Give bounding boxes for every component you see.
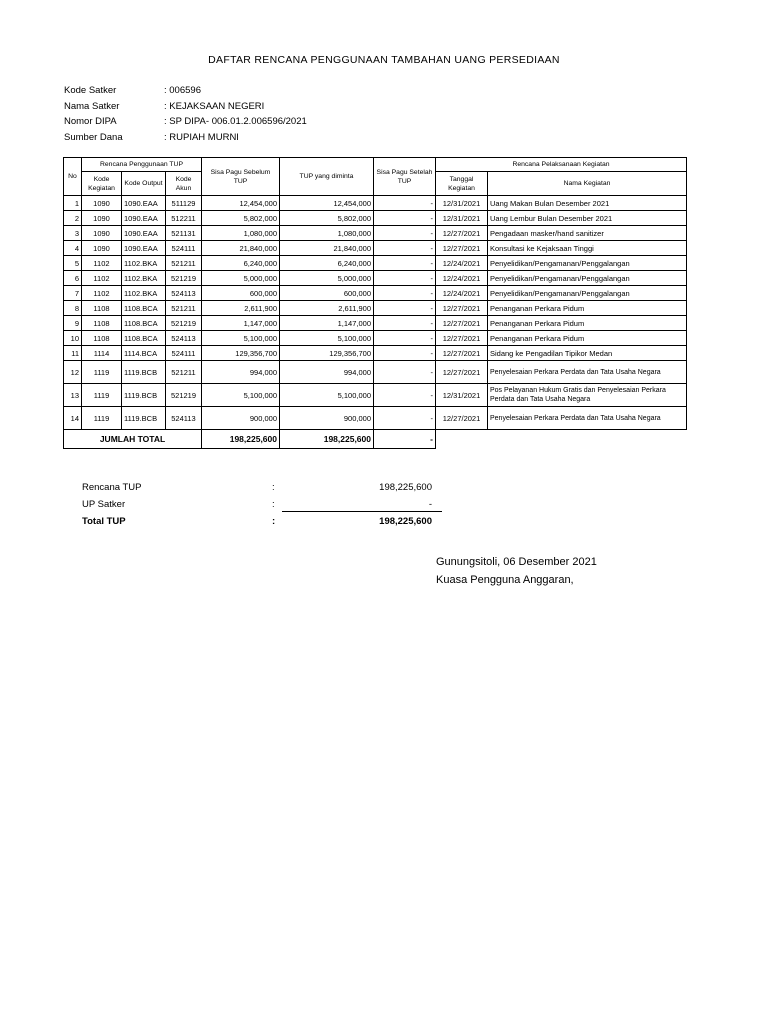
table-row bbox=[64, 301, 687, 316]
sisa-pagu-setelah: - bbox=[374, 271, 436, 286]
table-row bbox=[64, 286, 687, 301]
tup-diminta: 5,100,000 bbox=[280, 384, 374, 407]
kode-akun: 521219 bbox=[166, 316, 202, 331]
summary-up-satker bbox=[82, 497, 442, 514]
summary-block bbox=[82, 480, 442, 531]
summary-rencana-tup bbox=[82, 480, 442, 497]
document-title: DAFTAR RENCANA PENGGUNAAN TAMBAHAN UANG PERSEDIAAN bbox=[208, 54, 560, 66]
header-kode-kegiatan: Kode Kegiatan bbox=[82, 172, 122, 196]
sisa-pagu-setelah: - bbox=[374, 226, 436, 241]
tup-diminta: 6,240,000 bbox=[280, 256, 374, 271]
header-rencana-pelaksanaan: Rencana Pelaksanaan Kegiatan bbox=[436, 158, 687, 172]
nama-kegiatan: Penyelesaian Perkara Perdata dan Tata Usaha Negara bbox=[488, 361, 687, 384]
kode-output: 1102.BKA bbox=[122, 286, 166, 301]
meta-value: : 006596 bbox=[164, 85, 201, 96]
summary-value: - bbox=[428, 499, 432, 510]
header-nama-kegiatan: Nama Kegiatan bbox=[488, 172, 687, 196]
nama-kegiatan: Penyelidikan/Pengamanan/Penggalangan bbox=[488, 286, 687, 301]
sisa-pagu-setelah: - bbox=[374, 211, 436, 226]
kode-kegiatan: 1090 bbox=[82, 241, 122, 256]
kode-kegiatan: 1090 bbox=[82, 226, 122, 241]
table-row bbox=[64, 384, 687, 407]
table-row bbox=[64, 346, 687, 361]
sisa-pagu-sebelum: 994,000 bbox=[202, 361, 280, 384]
tanggal-kegiatan: 12/27/2021 bbox=[436, 346, 488, 361]
tup-diminta: 600,000 bbox=[280, 286, 374, 301]
sisa-pagu-sebelum: 600,000 bbox=[202, 286, 280, 301]
nama-kegiatan: Pos Pelayanan Hukum Gratis dan Penyelesaian Perkara Perdata dan Tata Usaha Negara bbox=[488, 384, 687, 407]
tanggal-kegiatan: 12/31/2021 bbox=[436, 384, 488, 407]
signature-role: Kuasa Pengguna Anggaran, bbox=[436, 574, 574, 586]
summary-underline bbox=[282, 511, 442, 512]
table-row bbox=[64, 331, 687, 346]
table-row bbox=[64, 196, 687, 211]
meta-value: : SP DIPA- 006.01.2.006596/2021 bbox=[164, 116, 307, 127]
kode-kegiatan: 1090 bbox=[82, 211, 122, 226]
tup-diminta: 5,000,000 bbox=[280, 271, 374, 286]
header-kode-akun: Kode Akun bbox=[166, 172, 202, 196]
table-row bbox=[64, 407, 687, 430]
tanggal-kegiatan: 12/24/2021 bbox=[436, 271, 488, 286]
kode-akun: 521211 bbox=[166, 301, 202, 316]
sisa-pagu-setelah: - bbox=[374, 361, 436, 384]
tup-table bbox=[63, 157, 687, 449]
sisa-pagu-setelah: - bbox=[374, 384, 436, 407]
kode-kegiatan: 1102 bbox=[82, 286, 122, 301]
kode-akun: 524113 bbox=[166, 331, 202, 346]
row-no: 14 bbox=[64, 407, 82, 430]
sisa-pagu-setelah: - bbox=[374, 241, 436, 256]
sisa-pagu-setelah: - bbox=[374, 331, 436, 346]
sisa-pagu-sebelum: 5,100,000 bbox=[202, 384, 280, 407]
summary-value: 198,225,600 bbox=[379, 482, 432, 493]
kode-output: 1119.BCB bbox=[122, 407, 166, 430]
header-no: No bbox=[64, 158, 82, 196]
row-no: 11 bbox=[64, 346, 82, 361]
header-sisa-pagu-setelah: Sisa Pagu Setelah TUP bbox=[374, 158, 436, 196]
tanggal-kegiatan: 12/31/2021 bbox=[436, 196, 488, 211]
nama-kegiatan: Penyelidikan/Pengamanan/Penggalangan bbox=[488, 256, 687, 271]
kode-output: 1090.EAA bbox=[122, 226, 166, 241]
header-kode-output: Kode Output bbox=[122, 172, 166, 196]
kode-akun: 521219 bbox=[166, 384, 202, 407]
sisa-pagu-sebelum: 129,356,700 bbox=[202, 346, 280, 361]
tup-diminta: 12,454,000 bbox=[280, 196, 374, 211]
kode-output: 1102.BKA bbox=[122, 256, 166, 271]
row-no: 3 bbox=[64, 226, 82, 241]
summary-total-tup bbox=[82, 514, 442, 531]
total-tup-diminta: 198,225,600 bbox=[280, 430, 374, 449]
nama-kegiatan: Penyelidikan/Pengamanan/Penggalangan bbox=[488, 271, 687, 286]
nama-kegiatan: Uang Lembur Bulan Desember 2021 bbox=[488, 211, 687, 226]
sisa-pagu-sebelum: 2,611,900 bbox=[202, 301, 280, 316]
tup-diminta: 994,000 bbox=[280, 361, 374, 384]
kode-kegiatan: 1102 bbox=[82, 256, 122, 271]
kode-kegiatan: 1108 bbox=[82, 316, 122, 331]
table-row bbox=[64, 316, 687, 331]
signature-place-date: Gunungsitoli, 06 Desember 2021 bbox=[436, 556, 597, 568]
kode-output: 1090.EAA bbox=[122, 211, 166, 226]
kode-akun: 524111 bbox=[166, 346, 202, 361]
header-info bbox=[64, 83, 307, 145]
kode-output: 1119.BCB bbox=[122, 384, 166, 407]
total-sisa-pagu-setelah: - bbox=[374, 430, 436, 449]
kode-akun: 524113 bbox=[166, 286, 202, 301]
tanggal-kegiatan: 12/27/2021 bbox=[436, 241, 488, 256]
nama-kegiatan: Penyelesaian Perkara Perdata dan Tata Usaha Negara bbox=[488, 407, 687, 430]
summary-label: Total TUP bbox=[82, 516, 126, 527]
nama-kegiatan: Konsultasi ke Kejaksaan Tinggi bbox=[488, 241, 687, 256]
kode-output: 1090.EAA bbox=[122, 241, 166, 256]
meta-row-nomor-dipa bbox=[64, 114, 307, 130]
meta-value: : RUPIAH MURNI bbox=[164, 131, 239, 143]
meta-label: Sumber Dana bbox=[64, 131, 123, 143]
sisa-pagu-setelah: - bbox=[374, 301, 436, 316]
sisa-pagu-sebelum: 5,802,000 bbox=[202, 211, 280, 226]
sisa-pagu-sebelum: 900,000 bbox=[202, 407, 280, 430]
tanggal-kegiatan: 12/27/2021 bbox=[436, 331, 488, 346]
tanggal-kegiatan: 12/27/2021 bbox=[436, 316, 488, 331]
total-row bbox=[64, 430, 687, 449]
nama-kegiatan: Pengadaan masker/hand sanitizer bbox=[488, 226, 687, 241]
meta-label: Kode Satker bbox=[64, 85, 117, 96]
kode-kegiatan: 1119 bbox=[82, 407, 122, 430]
kode-kegiatan: 1119 bbox=[82, 361, 122, 384]
summary-value: 198,225,600 bbox=[379, 516, 432, 527]
kode-kegiatan: 1090 bbox=[82, 196, 122, 211]
tup-diminta: 129,356,700 bbox=[280, 346, 374, 361]
sisa-pagu-setelah: - bbox=[374, 196, 436, 211]
row-no: 7 bbox=[64, 286, 82, 301]
row-no: 4 bbox=[64, 241, 82, 256]
signature-block bbox=[436, 553, 597, 589]
meta-label: Nomor DIPA bbox=[64, 116, 117, 127]
tanggal-kegiatan: 12/24/2021 bbox=[436, 286, 488, 301]
nama-kegiatan: Uang Makan Bulan Desember 2021 bbox=[488, 196, 687, 211]
kode-output: 1119.BCB bbox=[122, 361, 166, 384]
kode-output: 1114.BCA bbox=[122, 346, 166, 361]
table-row bbox=[64, 361, 687, 384]
header-tup-diminta: TUP yang diminta bbox=[280, 158, 374, 196]
row-no: 9 bbox=[64, 316, 82, 331]
nama-kegiatan: Penanganan Perkara Pidum bbox=[488, 331, 687, 346]
sisa-pagu-sebelum: 6,240,000 bbox=[202, 256, 280, 271]
sisa-pagu-setelah: - bbox=[374, 316, 436, 331]
tup-diminta: 1,147,000 bbox=[280, 316, 374, 331]
sisa-pagu-sebelum: 12,454,000 bbox=[202, 196, 280, 211]
row-no: 8 bbox=[64, 301, 82, 316]
nama-kegiatan: Penanganan Perkara Pidum bbox=[488, 316, 687, 331]
sisa-pagu-setelah: - bbox=[374, 256, 436, 271]
sisa-pagu-setelah: - bbox=[374, 346, 436, 361]
tanggal-kegiatan: 12/31/2021 bbox=[436, 211, 488, 226]
tanggal-kegiatan: 12/27/2021 bbox=[436, 361, 488, 384]
kode-output: 1108.BCA bbox=[122, 316, 166, 331]
sisa-pagu-setelah: - bbox=[374, 286, 436, 301]
nama-kegiatan: Penanganan Perkara Pidum bbox=[488, 301, 687, 316]
tup-diminta: 1,080,000 bbox=[280, 226, 374, 241]
row-no: 12 bbox=[64, 361, 82, 384]
kode-akun: 521219 bbox=[166, 271, 202, 286]
sisa-pagu-sebelum: 5,000,000 bbox=[202, 271, 280, 286]
kode-output: 1108.BCA bbox=[122, 301, 166, 316]
summary-colon: : bbox=[272, 516, 276, 527]
kode-kegiatan: 1108 bbox=[82, 301, 122, 316]
sisa-pagu-sebelum: 5,100,000 bbox=[202, 331, 280, 346]
tanggal-kegiatan: 12/24/2021 bbox=[436, 256, 488, 271]
row-no: 2 bbox=[64, 211, 82, 226]
tup-diminta: 21,840,000 bbox=[280, 241, 374, 256]
kode-kegiatan: 1102 bbox=[82, 271, 122, 286]
meta-row-nama-satker bbox=[64, 99, 307, 115]
kode-kegiatan: 1114 bbox=[82, 346, 122, 361]
kode-akun: 511129 bbox=[166, 196, 202, 211]
tanggal-kegiatan: 12/27/2021 bbox=[436, 226, 488, 241]
kode-akun: 521211 bbox=[166, 256, 202, 271]
table-row bbox=[64, 256, 687, 271]
kode-output: 1090.EAA bbox=[122, 196, 166, 211]
sisa-pagu-sebelum: 21,840,000 bbox=[202, 241, 280, 256]
tanggal-kegiatan: 12/27/2021 bbox=[436, 301, 488, 316]
meta-label: Nama Satker bbox=[64, 100, 120, 112]
summary-colon: : bbox=[272, 499, 275, 510]
header-sisa-pagu-sebelum: Sisa Pagu Sebelum TUP bbox=[202, 158, 280, 196]
header-rencana-penggunaan: Rencana Penggunaan TUP bbox=[82, 158, 202, 172]
kode-kegiatan: 1119 bbox=[82, 384, 122, 407]
tup-diminta: 2,611,900 bbox=[280, 301, 374, 316]
header-tanggal-kegiatan: Tanggal Kegiatan bbox=[436, 172, 488, 196]
kode-akun: 521131 bbox=[166, 226, 202, 241]
table-row bbox=[64, 271, 687, 286]
meta-row-sumber-dana bbox=[64, 130, 307, 146]
total-empty bbox=[436, 430, 687, 449]
table-row bbox=[64, 226, 687, 241]
sisa-pagu-setelah: - bbox=[374, 407, 436, 430]
row-no: 10 bbox=[64, 331, 82, 346]
total-sisa-pagu-sebelum: 198,225,600 bbox=[202, 430, 280, 449]
table-row bbox=[64, 211, 687, 226]
kode-output: 1102.BKA bbox=[122, 271, 166, 286]
summary-label: Rencana TUP bbox=[82, 482, 142, 493]
kode-output: 1108.BCA bbox=[122, 331, 166, 346]
table-row bbox=[64, 241, 687, 256]
sisa-pagu-sebelum: 1,080,000 bbox=[202, 226, 280, 241]
summary-colon: : bbox=[272, 482, 275, 493]
row-no: 1 bbox=[64, 196, 82, 211]
kode-akun: 521211 bbox=[166, 361, 202, 384]
kode-akun: 512211 bbox=[166, 211, 202, 226]
tup-diminta: 5,100,000 bbox=[280, 331, 374, 346]
row-no: 5 bbox=[64, 256, 82, 271]
meta-row-kode-satker bbox=[64, 83, 307, 99]
summary-label: UP Satker bbox=[82, 499, 126, 510]
total-label: JUMLAH TOTAL bbox=[64, 430, 202, 449]
kode-akun: 524111 bbox=[166, 241, 202, 256]
kode-akun: 524113 bbox=[166, 407, 202, 430]
row-no: 6 bbox=[64, 271, 82, 286]
tanggal-kegiatan: 12/27/2021 bbox=[436, 407, 488, 430]
tup-diminta: 900,000 bbox=[280, 407, 374, 430]
kode-kegiatan: 1108 bbox=[82, 331, 122, 346]
tup-diminta: 5,802,000 bbox=[280, 211, 374, 226]
meta-value: : KEJAKSAAN NEGERI bbox=[164, 100, 265, 112]
sisa-pagu-sebelum: 1,147,000 bbox=[202, 316, 280, 331]
nama-kegiatan: Sidang ke Pengadilan Tipikor Medan bbox=[488, 346, 687, 361]
row-no: 13 bbox=[64, 384, 82, 407]
